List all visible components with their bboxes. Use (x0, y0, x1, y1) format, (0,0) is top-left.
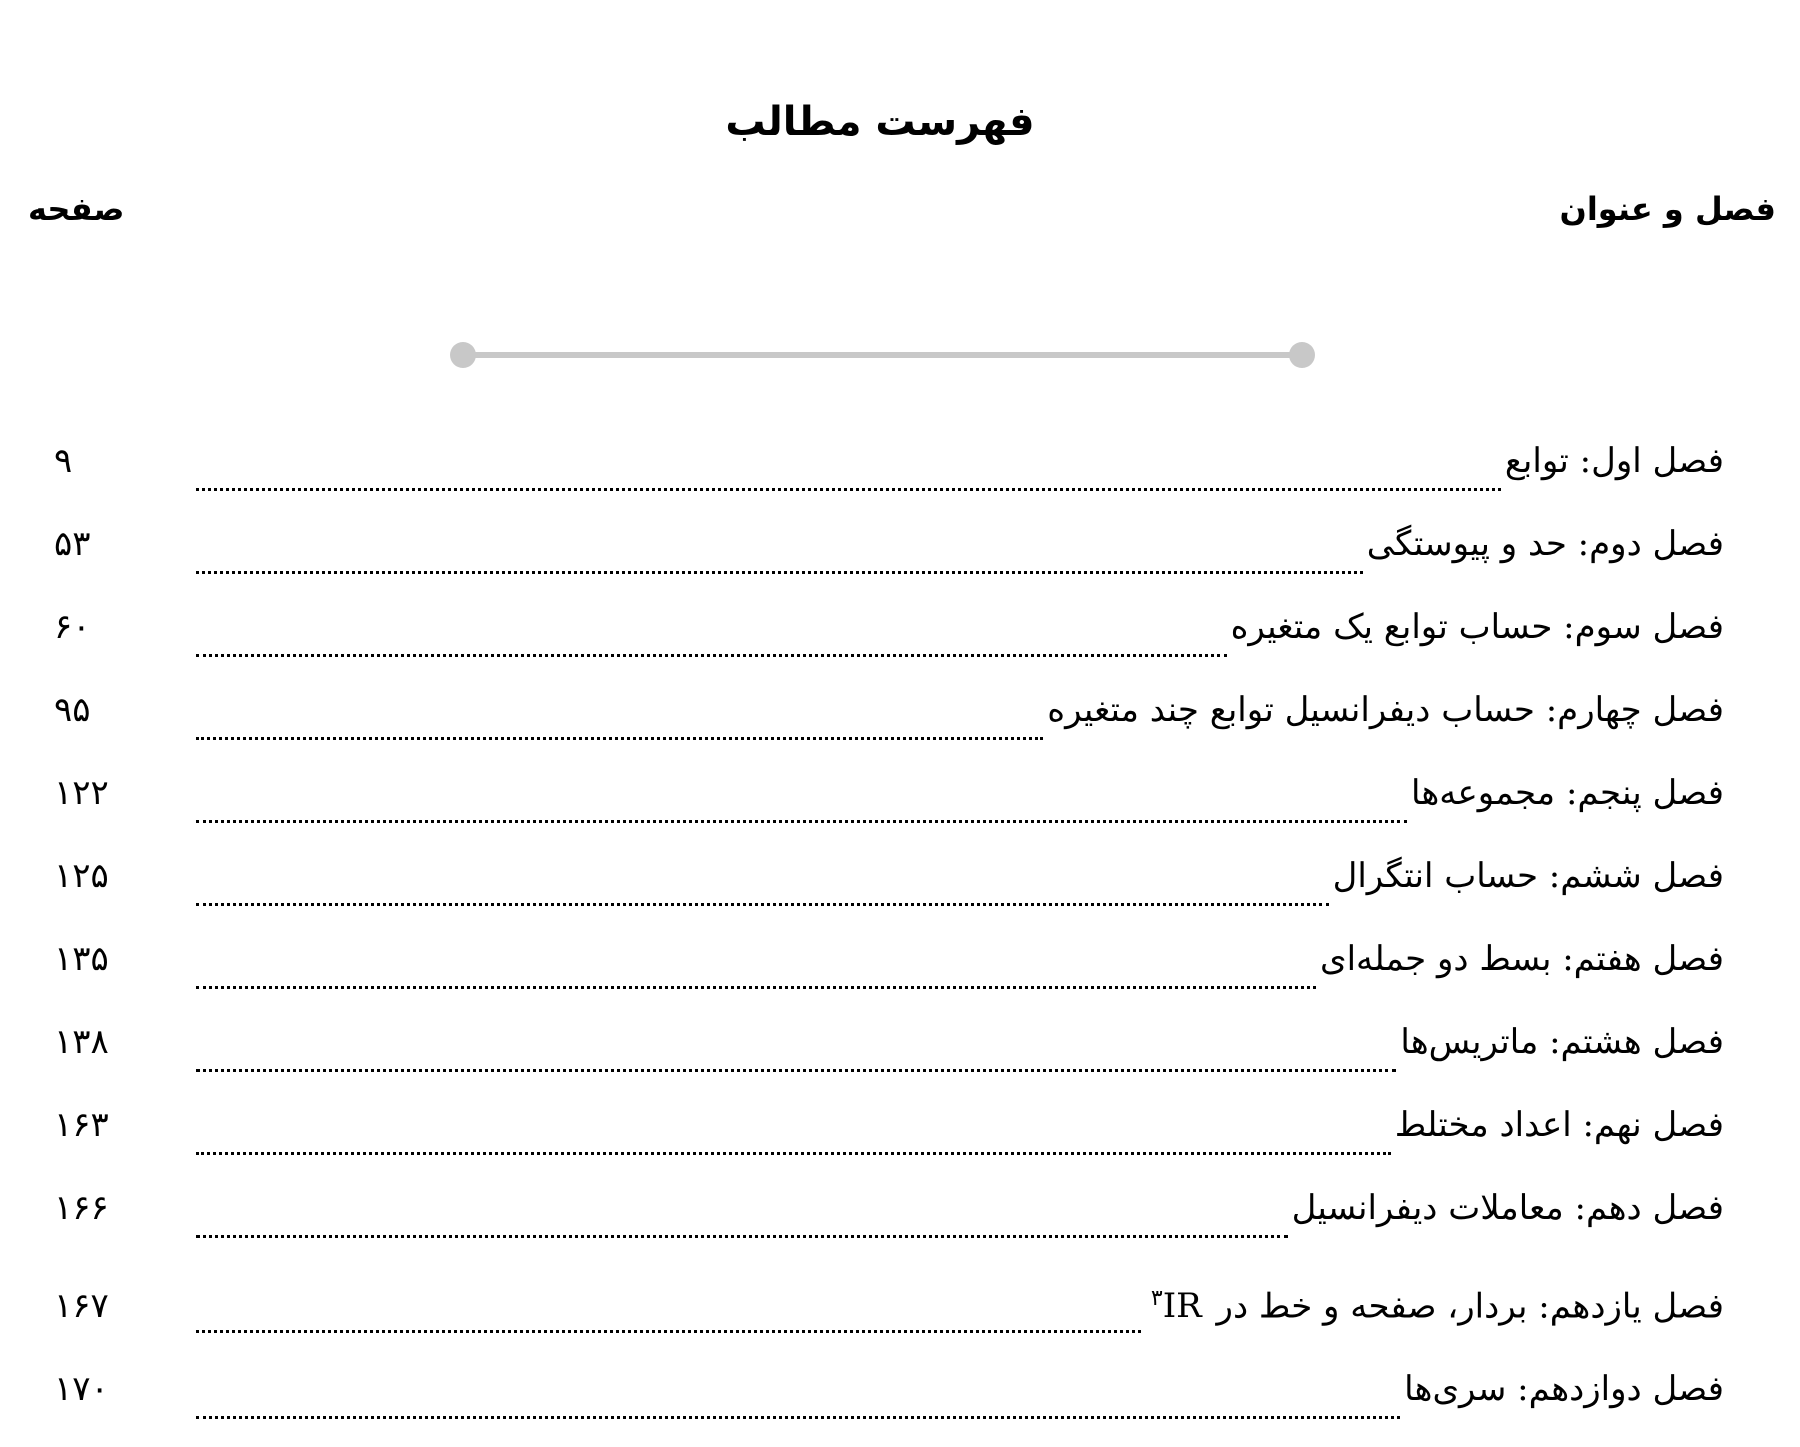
page-column-header: صفحه (28, 190, 125, 228)
dot-leader (196, 737, 1043, 740)
toc-entry-title: فصل دوازدهم: سری‌ها (1404, 1369, 1724, 1409)
toc-entry-title: فصل هشتم: ماتریس‌ها (1400, 1022, 1724, 1062)
toc-entry (54, 1183, 1724, 1266)
toc-entry (54, 436, 1724, 519)
toc-entry-page: ۱۲۵ (54, 856, 109, 896)
toc-entry-page: ۱۳۸ (54, 1022, 109, 1062)
dot-leader (196, 1416, 1400, 1419)
toc-entry (54, 1364, 1724, 1447)
toc-entry-title: فصل دهم: معاملات دیفرانسیل (1291, 1188, 1724, 1228)
toc-entry-page: ۱۶۶ (54, 1188, 109, 1228)
dot-leader (196, 903, 1329, 906)
toc-entry (54, 768, 1724, 851)
divider-dot-left (450, 342, 476, 368)
toc-entry (54, 1100, 1724, 1183)
toc-entry (54, 685, 1724, 768)
divider-bar (462, 352, 1303, 358)
toc-entry-page: ۶۰ (54, 607, 91, 647)
toc-entry-page: ۹ (54, 441, 73, 481)
toc-entry-latin: IR (1162, 1286, 1202, 1327)
toc-entry-title: فصل سوم: حساب توابع یک متغیره (1230, 607, 1724, 647)
dot-leader (196, 1330, 1141, 1333)
dot-leader (196, 1069, 1396, 1072)
toc-entry-title: فصل دوم: حد و پیوستگی (1366, 524, 1724, 564)
toc-entry-title-group (1145, 1274, 1724, 1331)
toc-entry (54, 602, 1724, 685)
dot-leader (196, 986, 1316, 989)
toc-entry-title: فصل چهارم: حساب دیفرانسیل توابع چند متغیره (1047, 690, 1724, 730)
toc-entry (54, 1017, 1724, 1100)
dot-leader (196, 1235, 1288, 1238)
toc-entry-page: ۱۶۳ (54, 1105, 109, 1145)
toc-entry-title: فصل پنجم: مجموعه‌ها (1410, 773, 1724, 813)
divider-dot-right (1289, 342, 1315, 368)
toc-entry (54, 519, 1724, 602)
dot-leader (196, 654, 1227, 657)
toc-entry-superscript: ۳ (1150, 1286, 1163, 1311)
toc-entry (54, 1266, 1724, 1364)
toc-entry-title: فصل یازدهم: بردار، صفحه و خط در (1216, 1286, 1724, 1327)
chapter-column-header: فصل و عنوان (1559, 190, 1776, 228)
table-of-contents (54, 436, 1724, 1447)
toc-entry-page: ۱۳۵ (54, 939, 109, 979)
toc-entry (54, 851, 1724, 934)
ornamental-divider (450, 342, 1315, 368)
page-title: فهرست مطالب (725, 99, 1035, 145)
toc-entry-page: ۱۲۲ (54, 773, 109, 813)
toc-entry-page: ۱۶۷ (54, 1286, 109, 1327)
toc-entry-title: فصل نهم: اعداد مختلط (1394, 1105, 1724, 1145)
toc-entry-page: ۹۵ (54, 690, 91, 730)
toc-entry-page: ۵۳ (54, 524, 91, 564)
dot-leader (196, 488, 1501, 491)
toc-entry-page: ۱۷۰ (54, 1369, 109, 1409)
toc-entry-title: فصل ششم: حساب انتگرال (1332, 856, 1724, 896)
toc-entry (54, 934, 1724, 1017)
dot-leader (196, 820, 1407, 823)
dot-leader (196, 571, 1363, 574)
dot-leader (196, 1152, 1391, 1155)
toc-entry-title: فصل اول: توابع (1504, 441, 1724, 481)
toc-entry-title: فصل هفتم: بسط دو جمله‌ای (1319, 939, 1724, 979)
